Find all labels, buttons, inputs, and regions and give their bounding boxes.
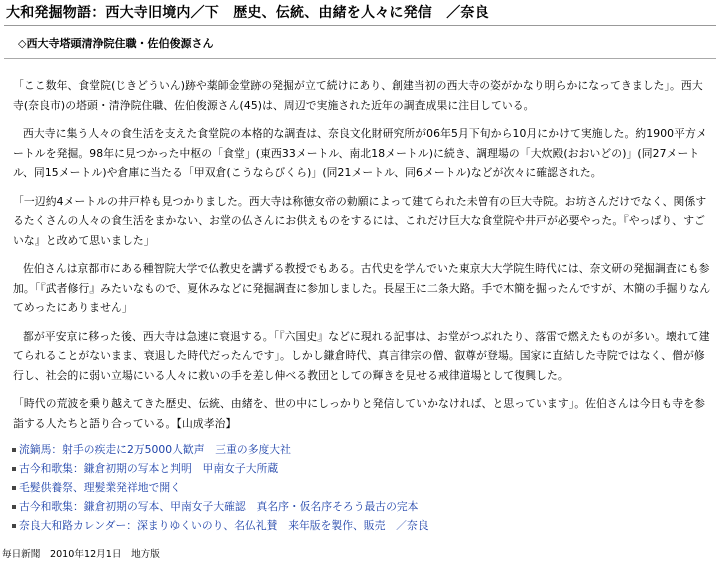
paragraph-2: 西大寺に集う人々の食生活を支えた食堂院の本格的な調査は、奈良文化財研究所が06年5月下旬から10月にかけて実施した。約1900平方メートルを発掘。98年に見つかった中枢の「食堂」(東西33メートル、南北18メートル)に続き、調理場の「大炊殿(おおいどの)」(同27メートル、同15メートル)や倉庫に当たる「甲双倉(こうならびくら)」(同21メートル、同6メートル)などが次々に確認された。: [13, 127, 707, 179]
paragraph-1: 「ここ数年、食堂院(じきどういん)跡や薬師金堂跡の発掘が立て続けにあり、創建当初の西大寺の姿がかなり明らかになってきました」。西大寺(奈良市)の塔頭・清浄院住職、佐伯俊源さん(45)は、周辺で実施された近年の調査成果に注目している。: [13, 79, 703, 112]
related-link-3[interactable]: 毛髪供養祭、理髪業発祥地で開く: [19, 481, 181, 494]
article-title: 大和発掘物語：西大寺旧境内／下 歴史、伝統、由緒を人々に発信 ／奈良: [6, 5, 489, 21]
related-link-2[interactable]: 古今和歌集：鎌倉初期の写本と判明 甲南女子大所蔵: [19, 462, 279, 475]
paragraph-4: 佐伯さんは京都市にある種智院大学で仏教史を講ずる教授でもある。古代史を学んでいた東京大大学院生時代には、奈文研の発掘調査にも参加。「『武者修行』みたいなもので、夏休みなどに発掘調査に参加しました。長屋王に二条大路。手で木簡を掘ったんですが、木簡の手掘りなんてめったにありません」: [13, 262, 711, 314]
bullet-icon: [12, 467, 16, 471]
paragraph-6: 「時代の荒波を乗り越えてきた歴史、伝統、由緒を、世の中にしっかりと発信していかなければ、と思っています」。佐伯さんは今日も寺を参詣する人たちと語り合っている。【山成孝治】: [13, 397, 705, 430]
related-link-5[interactable]: 奈良大和路カレンダー：深まりゆくいのり、名仏礼賛 来年版を製作、販売 ／奈良: [19, 519, 429, 532]
title-divider: [4, 25, 716, 26]
paragraph-3: 「一辺約4メートルの井戸枠も見つかりました。西大寺は称徳女帝の勅願によって建てられた未曽有の巨大寺院。お坊さんだけでなく、関係するたくさんの人々の食生活をまかない、お堂の仏さんにお供えものをするには、これだけ巨大な食堂院や井戸が必要やった。『やっぱり、すごいな』と改めて思いました」: [13, 194, 707, 247]
paragraph-5: 都が平安京に移った後、西大寺は急速に衰退する。「『六国史』などに現れる記事は、お堂がつぶれたり、落雷で燃えたものが多い。壊れて建てられることがないまま、衰退した時代だったんです」。しかし鎌倉時代、真言律宗の僧、叡尊が登場。国家に直結した寺院ではなく、僧が修行し、社会的に弱い立場にいる人々に救いの手を差し伸べる教団としての輝きを見せる戒律道場として復興した。: [13, 329, 710, 382]
related-links-list: [4, 440, 716, 535]
related-link-item: [12, 478, 716, 497]
article-subtitle: ◇西大寺塔頭清浄院住職・佐伯俊源さん: [18, 37, 214, 50]
related-link-1[interactable]: 流鏑馬：射手の疾走に2万5000人歓声 三重の多度大社: [19, 443, 291, 456]
bullet-icon: [12, 524, 16, 528]
related-link-item: [12, 440, 716, 459]
publication-footer: 毎日新聞 2010年12月1日 地方版: [2, 549, 160, 560]
related-link-item: [12, 459, 716, 478]
related-link-item: [12, 516, 716, 535]
bullet-icon: [12, 486, 16, 490]
bullet-icon: [12, 448, 16, 452]
bullet-icon: [12, 505, 16, 509]
related-link-item: [12, 497, 716, 516]
related-link-4[interactable]: 古今和歌集：鎌倉初期の写本、甲南女子大確認 真名序・仮名序そろう最古の完本: [19, 500, 419, 513]
